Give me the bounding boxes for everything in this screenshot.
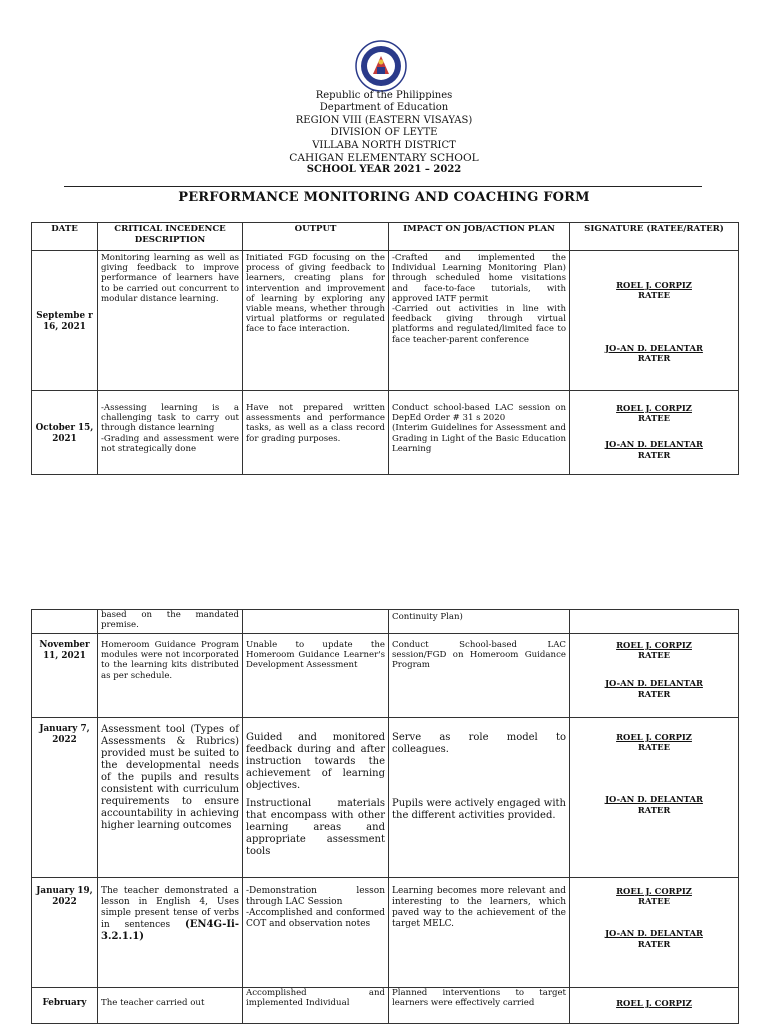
header-line: CAHIGAN ELEMENTARY SCHOOL xyxy=(289,152,479,165)
row-output xyxy=(243,610,389,634)
ratee-label: RATEE xyxy=(638,742,670,753)
competency-code: (EN4G-Ii-3.2.1.1) xyxy=(101,919,239,942)
table-row xyxy=(32,988,739,1024)
row-description: Monitoring learning as well as giving feedback to improve performance of learners have to be carried out concurrent to modular distance learning. xyxy=(98,251,243,391)
header-line: DIVISION OF LEYTE xyxy=(330,127,438,139)
row-output xyxy=(243,718,389,878)
row-date xyxy=(32,610,98,634)
impact-item: Conduct school-based LAC session on DepEd Order # 31 s 2020 xyxy=(392,403,566,424)
row-description: Homeroom Guidance Program modules were not incorporated to the learning kits distributed as per schedule. xyxy=(98,634,243,718)
row-signature xyxy=(570,251,739,391)
output-item: -Demonstration lesson through LAC Session xyxy=(246,886,385,907)
rater-label: RATER xyxy=(637,449,671,460)
row-impact xyxy=(389,251,570,391)
ratee-label: RATEE xyxy=(638,290,670,301)
impact-item: (Interim Guidelines for Assessment and Grading in Light of the Basic Education Learning xyxy=(392,423,566,454)
table-row xyxy=(32,718,739,878)
row-description: The teacher carried out xyxy=(98,988,243,1024)
rater-name: JO-AN D. DELANTAR xyxy=(605,794,703,805)
row-signature xyxy=(570,610,739,634)
header-line: Department of Education xyxy=(319,102,449,114)
row-output xyxy=(243,878,389,988)
table-row xyxy=(32,391,739,475)
description-item: -Assessing learning is a challenging task to carry out through distance learning xyxy=(101,403,239,434)
output-item: -Accomplished and conformed COT and observation notes xyxy=(246,908,385,929)
table-row xyxy=(32,251,739,391)
row-impact xyxy=(389,718,570,878)
output-item: Instructional materials that encompass with other learning areas and appropriate assessment tools xyxy=(246,798,385,857)
row-signature xyxy=(570,718,739,878)
row-output: Accomplished and implemented Individual xyxy=(243,988,389,1024)
column-header-output: OUTPUT xyxy=(243,223,389,251)
row-output: Have not prepared written assessments and performance tasks, as well as a class record for grading purposes. xyxy=(243,391,389,475)
header-line: Republic of the Philippines xyxy=(315,90,453,101)
impact-item: Serve as role model to colleagues. xyxy=(392,732,566,755)
header-line: REGION VIII (EASTERN VISAYAS) xyxy=(295,114,473,126)
table-row xyxy=(32,878,739,988)
row-date: October 15, 2021 xyxy=(32,391,98,475)
row-date: November 11, 2021 xyxy=(32,634,98,718)
rater-label: RATER xyxy=(637,688,671,699)
row-description: based on the mandated premise. xyxy=(98,610,243,634)
table-row xyxy=(32,610,739,634)
school-year: SCHOOL YEAR 2021 – 2022 xyxy=(306,164,462,176)
row-impact: Conduct School-based LAC session/FGD on Homeroom Guidance Program xyxy=(389,634,570,718)
deped-seal-logo xyxy=(355,40,407,92)
impact-item: Pupils were actively engaged with the different activities provided. xyxy=(392,798,566,821)
rater-label: RATER xyxy=(637,938,671,949)
column-header-impact: IMPACT ON JOB/ACTION PLAN xyxy=(389,223,570,251)
row-signature xyxy=(570,878,739,988)
ratee-label: RATEE xyxy=(638,896,670,907)
impact-item: -Carried out activities in line with feedback giving through virtual platforms and regulated/limited face to face teacher-parent conference xyxy=(392,304,566,345)
row-impact: Learning becomes more relevant and interesting to the learners, which paved way to the achievement of the target MELC. xyxy=(389,878,570,988)
row-description xyxy=(98,391,243,475)
column-header-signature: SIGNATURE (RATEE/RATER) xyxy=(570,223,739,251)
rater-name: JO-AN D. DELANTAR xyxy=(605,342,703,353)
rater-name: JO-AN D. DELANTAR xyxy=(605,928,703,939)
row-description: Assessment tool (Types of Assessments & Rubrics) provided must be suited to the developmental needs of the pupils and results consistent with curriculum requirements to ensure accountability in achieving higher learning outcomes xyxy=(98,718,243,878)
row-date: February xyxy=(32,988,98,1024)
row-date: Septembe r 16, 2021 xyxy=(32,251,98,391)
table-header-row xyxy=(32,223,739,251)
ratee-name: ROEL J. CORPIZ xyxy=(616,280,692,291)
row-output: Unable to update the Homeroom Guidance Learner's Development Assessment xyxy=(243,634,389,718)
row-impact: Planned interventions to target learners were effectively carried xyxy=(389,988,570,1024)
row-date: January 7, 2022 xyxy=(32,718,98,878)
ratee-name: ROEL J. CORPIZ xyxy=(616,640,692,650)
rater-label: RATER xyxy=(637,804,671,815)
row-impact xyxy=(389,391,570,475)
description-item: -Grading and assessment were not strategically done xyxy=(101,433,239,454)
column-header-date: DATE xyxy=(32,223,98,251)
column-header-description: CRITICAL INCEDENCE DESCRIPTION xyxy=(98,223,243,251)
monitoring-table-page1 xyxy=(31,222,739,475)
ratee-label: RATEE xyxy=(638,650,670,661)
monitoring-table-page2 xyxy=(31,609,739,1024)
row-signature xyxy=(570,391,739,475)
row-impact: Continuity Plan) xyxy=(389,610,570,634)
rater-name: JO-AN D. DELANTAR xyxy=(605,678,703,689)
row-output: Initiated FGD focusing on the process of giving feedback to learners, creating plans for intervention and improvement of learning by exploring any viable means, whether through virtual platforms or regulated face to face interaction. xyxy=(243,251,389,391)
row-description xyxy=(98,878,243,988)
ratee-name: ROEL J. CORPIZ xyxy=(616,886,692,896)
ratee-label: RATEE xyxy=(638,413,670,424)
ratee-name: ROEL J. CORPIZ xyxy=(616,732,692,742)
rater-label: RATER xyxy=(637,352,671,363)
description-text: The teacher demonstrated a lesson in English 4, Uses simple present tense of verbs in sentences xyxy=(101,886,239,930)
document-header xyxy=(0,90,768,177)
ratee-name: ROEL J. CORPIZ xyxy=(616,403,692,413)
row-date: January 19, 2022 xyxy=(32,878,98,988)
ratee-name: ROEL J. CORPIZ xyxy=(616,998,692,1008)
table-row xyxy=(32,634,739,718)
form-title: PERFORMANCE MONITORING AND COACHING FORM xyxy=(178,190,590,205)
output-item: Guided and monitored feedback during and after instruction towards the achievement of learning objectives. xyxy=(246,732,385,791)
row-signature xyxy=(570,634,739,718)
header-line: VILLABA NORTH DISTRICT xyxy=(312,139,456,151)
impact-item: -Crafted and implemented the Individual Learning Monitoring Plan) through scheduled home visitations and face-to-face tutorials, with approved IATF permit xyxy=(392,253,566,304)
header-divider xyxy=(64,186,702,187)
rater-name: JO-AN D. DELANTAR xyxy=(605,439,703,450)
row-signature xyxy=(570,988,739,1024)
